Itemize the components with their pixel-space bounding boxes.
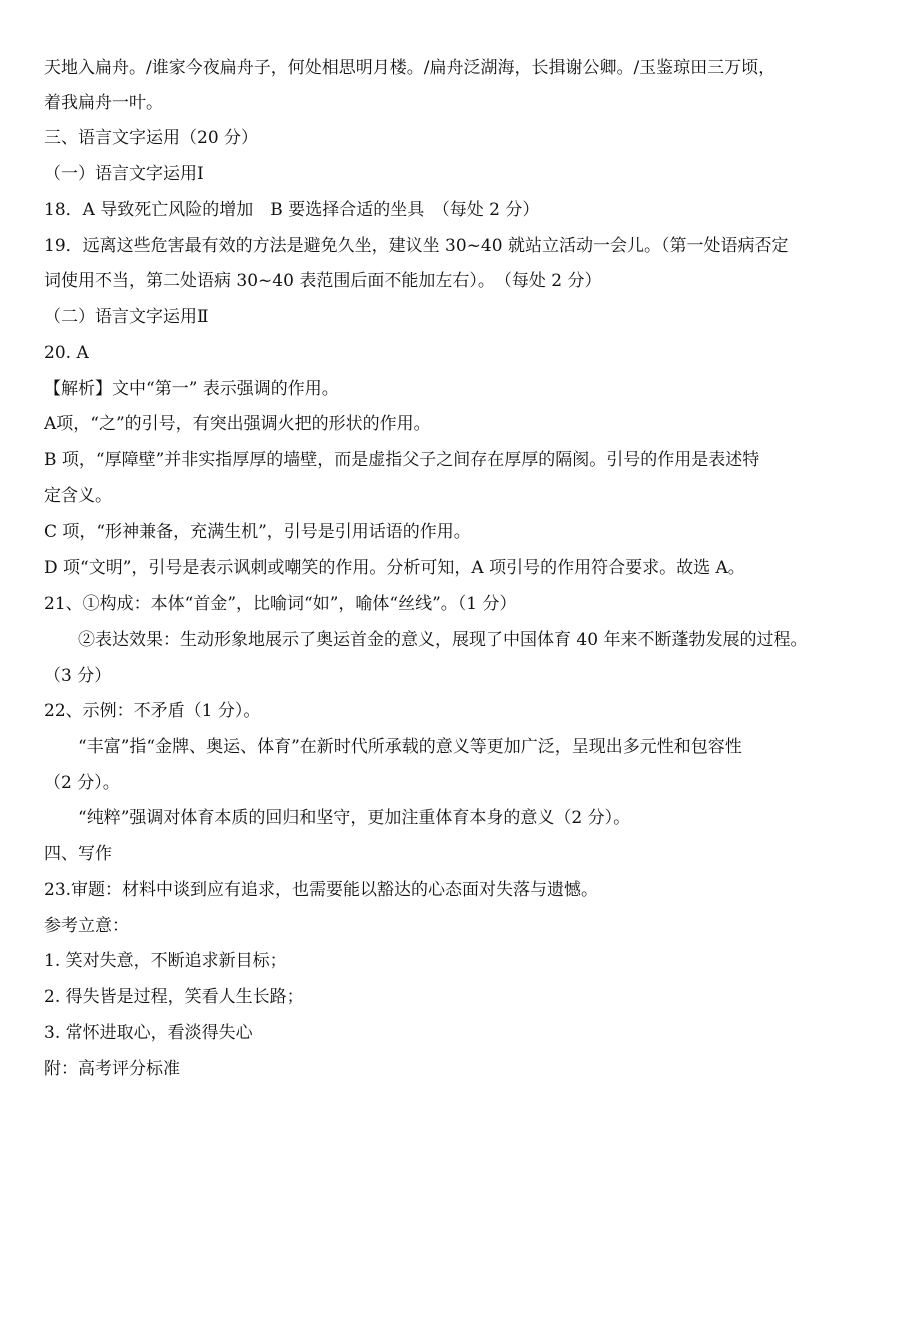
section-heading-language-use: 三、语言文字运用（20 分） [44, 128, 259, 148]
option-b-explanation-continued: 定含义。 [44, 486, 112, 506]
answer-18: 18．A 导致死亡风险的增加 B 要选择合适的坐具 （每处 2 分） [44, 200, 540, 220]
answer-22-pure: “纯粹”强调对体育本质的回归和坚守，更加注重体育本身的意义（2 分）。 [78, 808, 631, 828]
reference-ideas-heading: 参考立意： [44, 916, 129, 936]
text-line-poem-end: 着我扁舟一叶。 [44, 93, 163, 113]
reference-idea-1: 1. 笑对失意，不断追求新目标； [44, 951, 287, 971]
answer-23-prompt-review: 23.审题：材料中谈到应有追求，也需要能以豁达的心态面对失落与遗憾。 [44, 880, 599, 900]
reference-idea-3: 3. 常怀进取心，看淡得失心 [44, 1023, 253, 1043]
subsection-heading-1: （一）语言文字运用Ⅰ [44, 164, 204, 184]
text-line-poem-continued: 天地入扁舟。/谁家今夜扁舟子，何处相思明月楼。/扁舟泛湖海，长揖谢公卿。/玉鉴琼田三万顷， [44, 58, 776, 78]
option-c-explanation: C 项，“形神兼备，充满生机”，引号是引用话语的作用。 [44, 522, 471, 542]
answer-22-rich-score: （2 分）。 [44, 773, 120, 793]
answer-20: 20. A [44, 343, 89, 363]
answer-21-part-1: 21、①构成：本体“首金”，比喻词“如”，喻体“丝线”。（1 分） [44, 594, 517, 614]
option-b-explanation: B 项，“厚障壁”并非实指厚厚的墙壁，而是虚指父子之间存在厚厚的隔阂。引号的作用是表述特 [44, 450, 760, 470]
subsection-heading-2: （二）语言文字运用Ⅱ [44, 307, 209, 327]
section-heading-writing: 四、写作 [44, 844, 112, 864]
answer-19: 19．远离这些危害最有效的方法是避免久坐，建议坐 30~40 就站立活动一会儿。（第一处语病否定 [44, 236, 789, 256]
answer-21-part-2: ②表达效果：生动形象地展示了奥运首金的意义，展现了中国体育 40 年来不断蓬勃发展的过程。 [78, 630, 808, 650]
answer-21-part-2-score: （3 分） [44, 666, 112, 686]
answer-22: 22、示例：不矛盾（1 分）。 [44, 701, 261, 721]
answer-19-continued: 词使用不当，第二处语病 30~40 表范围后面不能加左右）。 （每处 2 分） [44, 271, 602, 291]
appendix-scoring-standard: 附：高考评分标准 [44, 1059, 180, 1079]
option-a-explanation: A项，“之”的引号，有突出强调火把的形状的作用。 [44, 414, 431, 434]
answer-22-rich: “丰富”指“金牌、奥运、体育”在新时代所承载的意义等更加广泛，呈现出多元性和包容性 [78, 737, 742, 757]
answer-20-analysis: 【解析】文中“第一” 表示强调的作用。 [44, 379, 339, 399]
reference-idea-2: 2. 得失皆是过程，笑看人生长路； [44, 987, 304, 1007]
option-d-explanation: D 项“文明”，引号是表示讽刺或嘲笑的作用。分析可知，A 项引号的作用符合要求。故选 A。 [44, 558, 745, 578]
